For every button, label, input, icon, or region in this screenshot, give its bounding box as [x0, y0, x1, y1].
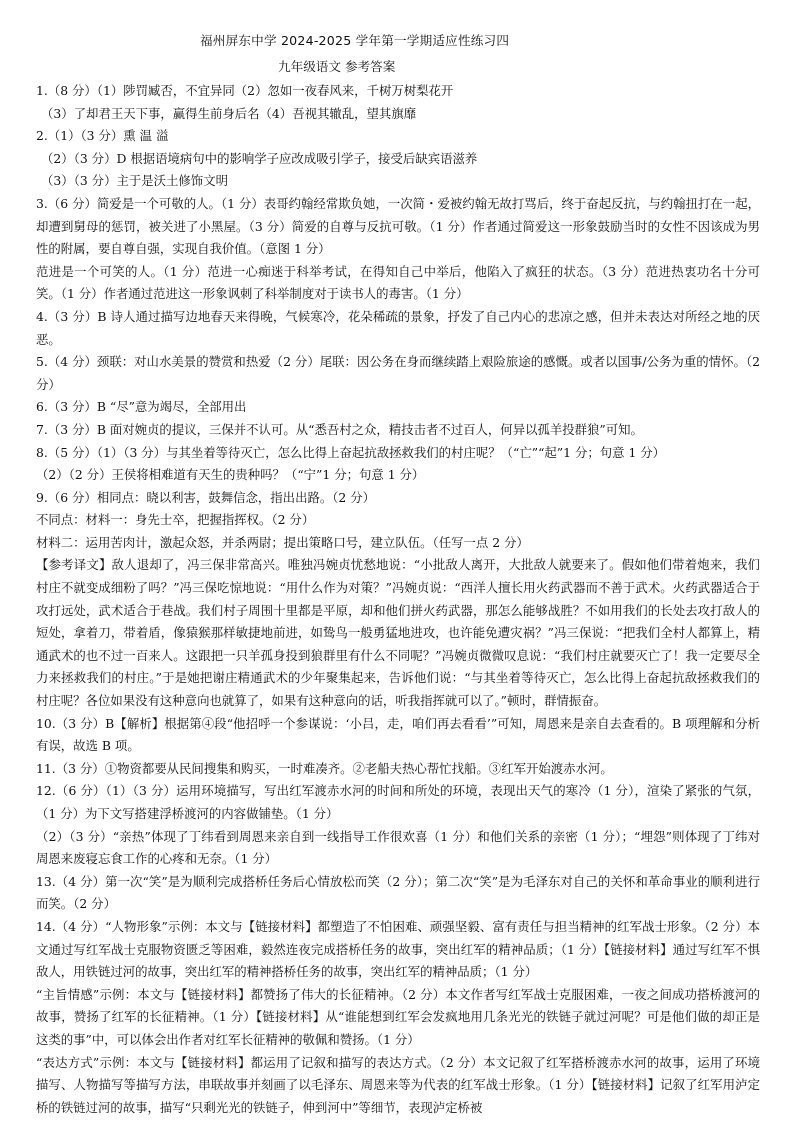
answer-q13: 13.（4 分）第一次“笑”是为顺利完成搭桥任务后心情放松而笑（2 分）；第二次“笑”是为毛泽东对自己的关怀和革命事业的顺利进行而笑。（2 分）	[36, 873, 760, 912]
answer-q8-line1: 8.（5 分）（1）（3 分）与其坐着等待灭亡，怎么比得上奋起抗敌拯救我们的村庄呢？（“亡”“起”1 分；句意 1 分）	[36, 444, 666, 460]
answer-q10: 10.（3 分）B【解析】根据第④段“他招呼一个参谋说：‘小吕，走，咱们再去看看’”可知，周恩来是亲自去查看的。B 项理解和分析有误，故选 B 项。	[36, 715, 760, 754]
answer-q9-line1: 9.（6 分）相同点：晓以利害，鼓舞信念，指出出路。（2 分）	[36, 489, 376, 505]
answer-q14-character: 14.（4 分）“人物形象”示例：本文与【链接材料】都塑造了不怕困难、顽强坚毅、富有责任与担当精神的红军战士形象。（2 分）本文通过写红军战士克服物资匮乏等困难，毅然连夜完成搭桥任务的故事，突出红军的精神品质；（1 分）【链接材料】通过写红军不惧敌人，用铁链过河的故事，突出红军的精神搭桥任务的故事，突出红军的精神品质；（1 分）	[36, 918, 760, 980]
answer-q5: 5.（4 分）颈联：对山水美景的赞赏和热爱（2 分）尾联：因公务在身而继续踏上艰险旅途的感慨。或者以国事/公务为重的情怀。（2 分）	[36, 354, 760, 392]
answer-body	[36, 80, 760, 1119]
answer-q3-part1: 3.（6 分）简爱是一个可敬的人。（1 分）表哥约翰经常欺负她，一次简・爱被约翰无故打骂后，终于奋起反抗，与约翰扭打在一起，却遭到舅母的惩罚，被关进了小黑屋。（3 分）简爱的自尊与反抗可敬。（1 分）作者通过简爱这一形象鼓励当时的女性不因该成为男性的附属，要自尊自强，实现自我价值。（意图 1 分）	[36, 195, 760, 257]
answer-q2-line2: （2）（3 分）D 根据语境病句中的影响学子应改成吸引学子，接受后缺宾语滋养	[41, 150, 478, 166]
answer-q2-line3: （3）（3 分）主于是沃土修饰文明	[41, 173, 228, 189]
answer-q11: 11.（3 分）①物资都要从民间搜集和购买，一时难凑齐。②老船夫热心帮忙找船。③红军开始渡赤水河。	[36, 760, 613, 776]
answer-q12-part1: 12.（6 分）（1）（3 分）运用环境描写，写出红军渡赤水河的时间和所处的环境，表现出天气的寒冷（1 分），渲染了紧张的气氛，（1 分）为下文写搭建浮桥渡河的内容做铺垫。（1 分）	[36, 783, 760, 821]
answer-q2-line1: 2.（1）（3 分）熏 温 溢	[36, 128, 169, 144]
answer-q14-theme: “主旨情感”示例：本文与【链接材料】都赞扬了伟大的长征精神。（2 分）本文作者写红军战士克服困难，一夜之间成功搭桥渡河的故事，赞扬了红军的长征精神。（1 分）【链接材料】从“谁能想到红军会发疯地用几条光光的铁链子就过河呢？可是他们做的却正是这类的事”中，可以体会出作者对红军长征精神的敬佩和赞扬。（1 分）	[36, 986, 760, 1047]
answer-q3-part2: 范进是一个可笑的人。（1 分）范进一心痴迷于科举考试，在得知自己中举后，他陷入了疯狂的状态。（3 分）范进热衷功名十分可笑。（1 分）作者通过范进这一形象讽刺了科举制度对于读书人的毒害。（1 分）	[36, 263, 760, 302]
answer-q12-part2: （2）（3 分）“亲热”体现了丁纬看到周恩来亲自到一线指导工作很欢喜（1 分）和他们关系的亲密（1 分）；“埋怨”则体现了丁纬对周恩来废寝忘食工作的心疼和无奈。（1 分）	[36, 828, 760, 867]
reference-translation: 【参考译文】敌人退却了，冯三保非常高兴。唯独冯婉贞忧愁地说：“小批敌人离开，大批敌人就要来了。假如他们带着炮来，我们村庄不就变成细粉了吗？”冯三保吃惊地说：“用什么作为对策？”冯婉贞说：“西洋人擅长用火药武器而不善于武术。火药武器适合于攻打远处，武术适合于巷战。我们村子周围十里都是平原，却和他们拼火药武器，那怎么能够战胜？不如用我们的长处去攻打敌人的短处，拿着刀，带着盾，像猿猴那样敏捷地前进，如鸷鸟一般勇猛地进攻，也许能免遭灾祸？”冯三保说：“把我们全村人都算上，精通武术的也不过一百来人。这跟把一只羊孤身投到狼群里有什么不同呢？”冯婉贞微微叹息说：“我们村庄就要灭亡了！我一定要尽全力来拯救我们的村庄。”于是她把谢庄精通武术的少年聚集起来，告诉他们说：“与其坐着等待灭亡，怎么比得上奋起抗敌拯救我们的村庄呢？各位如果没有这种意向也就算了，如果有这种意向的话，听我指挥就可以了。”顿时，群情振奋。	[36, 557, 760, 709]
answer-q6: 6.（3 分）B “尽”意为竭尽，全部用出	[36, 399, 247, 415]
answer-q1-line2: （3）了却君王天下事，赢得生前身后名（4）吾视其辙乱，望其旗靡	[41, 105, 417, 121]
answer-q7: 7.（3 分）B 面对婉贞的提议，三保并不认可。从“悉吾村之众，精技击者不过百人，何异以孤羊投群狼”可知。	[36, 421, 643, 437]
answer-q9-line3: 材料二：运用苦肉计，激起众怒，并杀两尉；提出策略口号，建立队伍。（任写一点 2 分）	[36, 534, 529, 550]
answer-q9-line2: 不同点：材料一：身先士卒，把握指挥权。（2 分）	[36, 512, 315, 528]
page-title: 福州屏东中学 2024-2025 学年第一学期适应性练习四	[200, 33, 510, 48]
page-subtitle: 九年级语文 参考答案	[278, 59, 396, 74]
answer-q1-line1: 1.（8 分）（1）陟罚臧否，不宜异同（2）忽如一夜春风来，千树万树梨花开	[36, 83, 454, 98]
answer-q14-expression: “表达方式”示例：本文与【链接材料】都运用了记叙和描写的表达方式。（2 分）本文记叙了红军搭桥渡赤水河的故事，运用了环境描写、人物描写等描写方法，串联故事并刻画了以毛泽东、周恩来等为代表的红军战士形象。（1 分）【链接材料】记叙了红军用泸定桥的铁链过河的故事，描写“只剩光光的铁链子，伸到河中”等细节，表现泸定桥被	[36, 1054, 760, 1115]
answer-q4: 4.（3 分）B 诗人通过描写边地春天来得晚，气候寒冷，花朵稀疏的景象，抒发了自己内心的悲凉之感，但并未表达对所经之地的厌恶。	[36, 308, 760, 347]
answer-q8-line2: （2）（2 分）王侯将相难道有天生的贵种吗？（“宁”1 分；句意 1 分）	[36, 467, 425, 483]
